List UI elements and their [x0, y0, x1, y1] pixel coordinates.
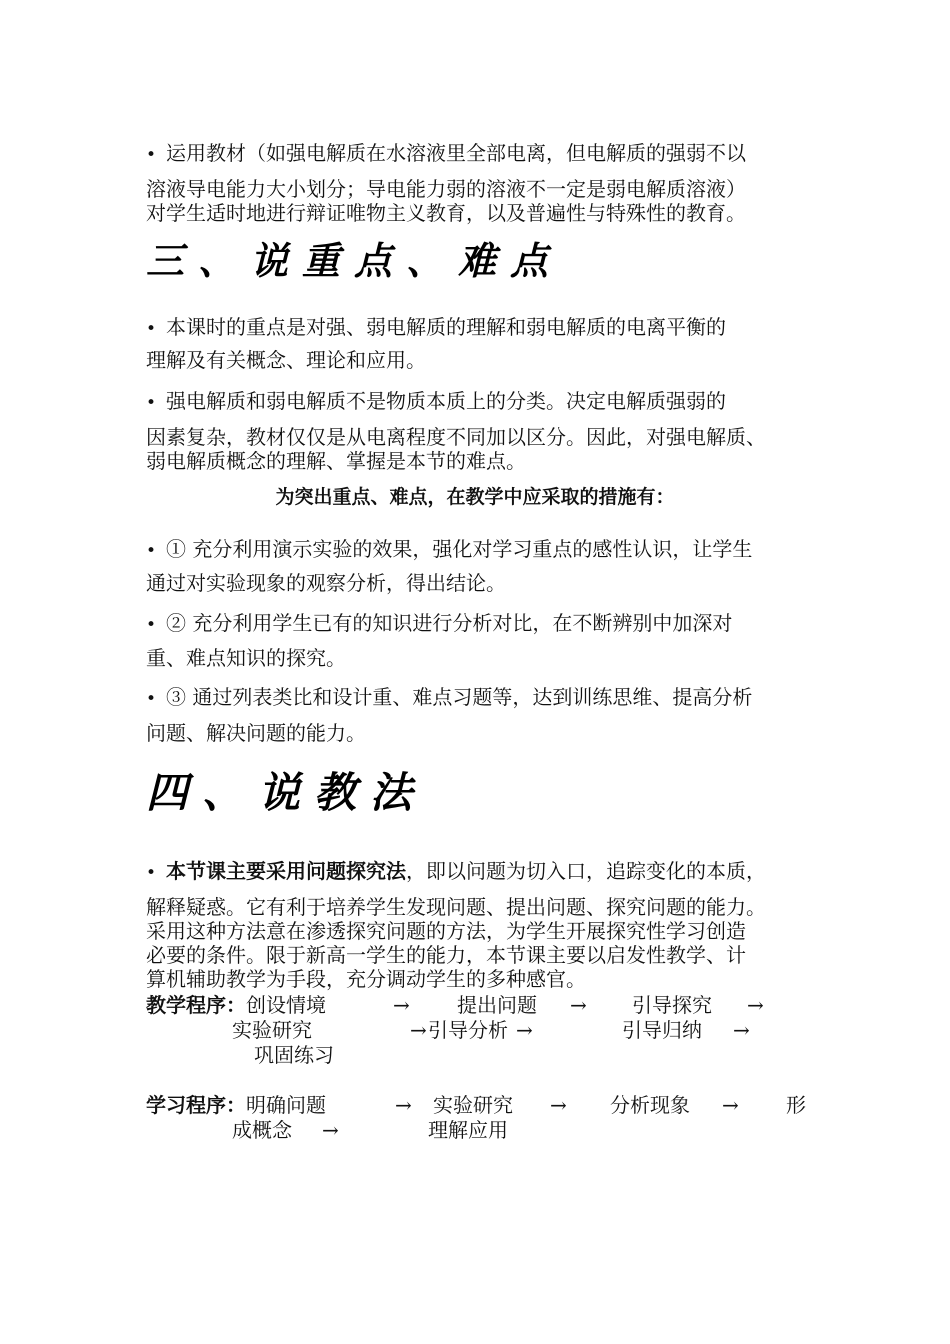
bullet-paragraph — [146, 314, 726, 342]
step: 实验研究 — [232, 1018, 312, 1042]
step: 明确问题 — [246, 1093, 326, 1117]
arrow: → — [550, 1093, 567, 1117]
arrow: → — [393, 993, 410, 1017]
bullet-icon: • — [146, 863, 157, 883]
teaching-procedure — [146, 992, 326, 1018]
learning-procedure — [146, 1092, 326, 1118]
bold-lead: 本节课主要采用问题探究法 — [166, 859, 407, 883]
arrow: → — [570, 993, 587, 1017]
measures-title: 为突出重点、难点，在教学中应采取的措施有： — [275, 486, 675, 508]
paragraph-line: 对学生适时地进行辩证唯物主义教育，以及普遍性与特殊性的教育。 — [146, 201, 746, 225]
section-heading: 三、说重点、难点 — [146, 238, 563, 283]
paragraph-line: 本课时的重点是对强、弱电解质的理解和弱电解质的电离平衡的 — [166, 315, 727, 339]
bullet-paragraph — [146, 610, 732, 638]
paragraph-line: 溶液导电能力大小划分；导电能力弱的溶液不一定是弱电解质溶液） — [146, 177, 746, 201]
arrow: → — [722, 1093, 739, 1117]
paragraph-line: 算机辅助教学为手段，充分调动学生的多种感官。 — [146, 967, 586, 991]
arrow: → — [322, 1118, 339, 1142]
step: 成概念 — [232, 1118, 292, 1142]
step: 分析现象 — [610, 1093, 690, 1117]
paragraph-line: ，即以问题为切入口，追踪变化的本质， — [406, 859, 767, 883]
arrow: → — [747, 993, 764, 1017]
bullet-paragraph — [146, 684, 752, 712]
step: 形 — [786, 1093, 806, 1117]
arrow: → — [516, 1018, 533, 1042]
paragraph-line: 运用教材（如强电解质在水溶液里全部电离，但电解质的强弱不以 — [166, 141, 747, 165]
arrow: → — [410, 1018, 427, 1042]
step: 提出问题 — [457, 993, 537, 1017]
bullet-paragraph — [146, 858, 766, 886]
bullet-paragraph — [146, 388, 726, 416]
arrow: → — [395, 1093, 412, 1117]
paragraph-line: ① 充分利用演示实验的效果，强化对学习重点的感性认识，让学生 — [166, 537, 753, 561]
step: 引导探究 — [632, 993, 712, 1017]
paragraph-line: 通过对实验现象的观察分析，得出结论。 — [146, 571, 506, 595]
bullet-paragraph — [146, 140, 746, 168]
step: 创设情境 — [246, 993, 326, 1017]
paragraph-line: 弱电解质概念的理解、掌握是本节的难点。 — [146, 449, 526, 473]
paragraph-line: ② 充分利用学生已有的知识进行分析对比，在不断辨别中加深对 — [166, 611, 733, 635]
arrow: → — [733, 1018, 750, 1042]
paragraph-line: 必要的条件。限于新高一学生的能力，本节课主要以启发性教学、计 — [146, 943, 746, 967]
paragraph-line: 问题、解决问题的能力。 — [146, 721, 366, 745]
step: 引导归纳 — [622, 1018, 702, 1042]
paragraph-line: 因素复杂，教材仅仅是从电离程度不同加以区分。因此，对强电解质、 — [146, 425, 766, 449]
bullet-icon: • — [146, 145, 157, 165]
bullet-icon: • — [146, 319, 157, 339]
bullet-icon: • — [146, 393, 157, 413]
step: 实验研究 — [433, 1093, 513, 1117]
learning-label: 学习程序： — [146, 1093, 246, 1117]
teaching-label: 教学程序： — [146, 993, 246, 1017]
bullet-icon: • — [146, 689, 157, 709]
paragraph-line: ③ 通过列表类比和设计重、难点习题等，达到训练思维、提高分析 — [166, 685, 753, 709]
paragraph-line: 强电解质和弱电解质不是物质本质上的分类。决定电解质强弱的 — [166, 389, 727, 413]
step: 引导分析 — [428, 1018, 508, 1042]
bullet-icon: • — [146, 541, 157, 561]
paragraph-line: 采用这种方法意在渗透探究问题的方法，为学生开展探究性学习创造 — [146, 919, 746, 943]
step: 理解应用 — [428, 1118, 508, 1142]
bullet-icon: • — [146, 615, 157, 635]
paragraph-line: 解释疑惑。它有利于培养学生发现问题、提出问题、探究问题的能力。 — [146, 895, 766, 919]
paragraph-line: 重、难点知识的探究。 — [146, 646, 346, 670]
paragraph-line: 理解及有关概念、理论和应用。 — [146, 348, 426, 372]
bullet-paragraph — [146, 536, 752, 564]
section-heading: 四、说教法 — [146, 768, 427, 817]
step: 巩固练习 — [254, 1043, 334, 1067]
